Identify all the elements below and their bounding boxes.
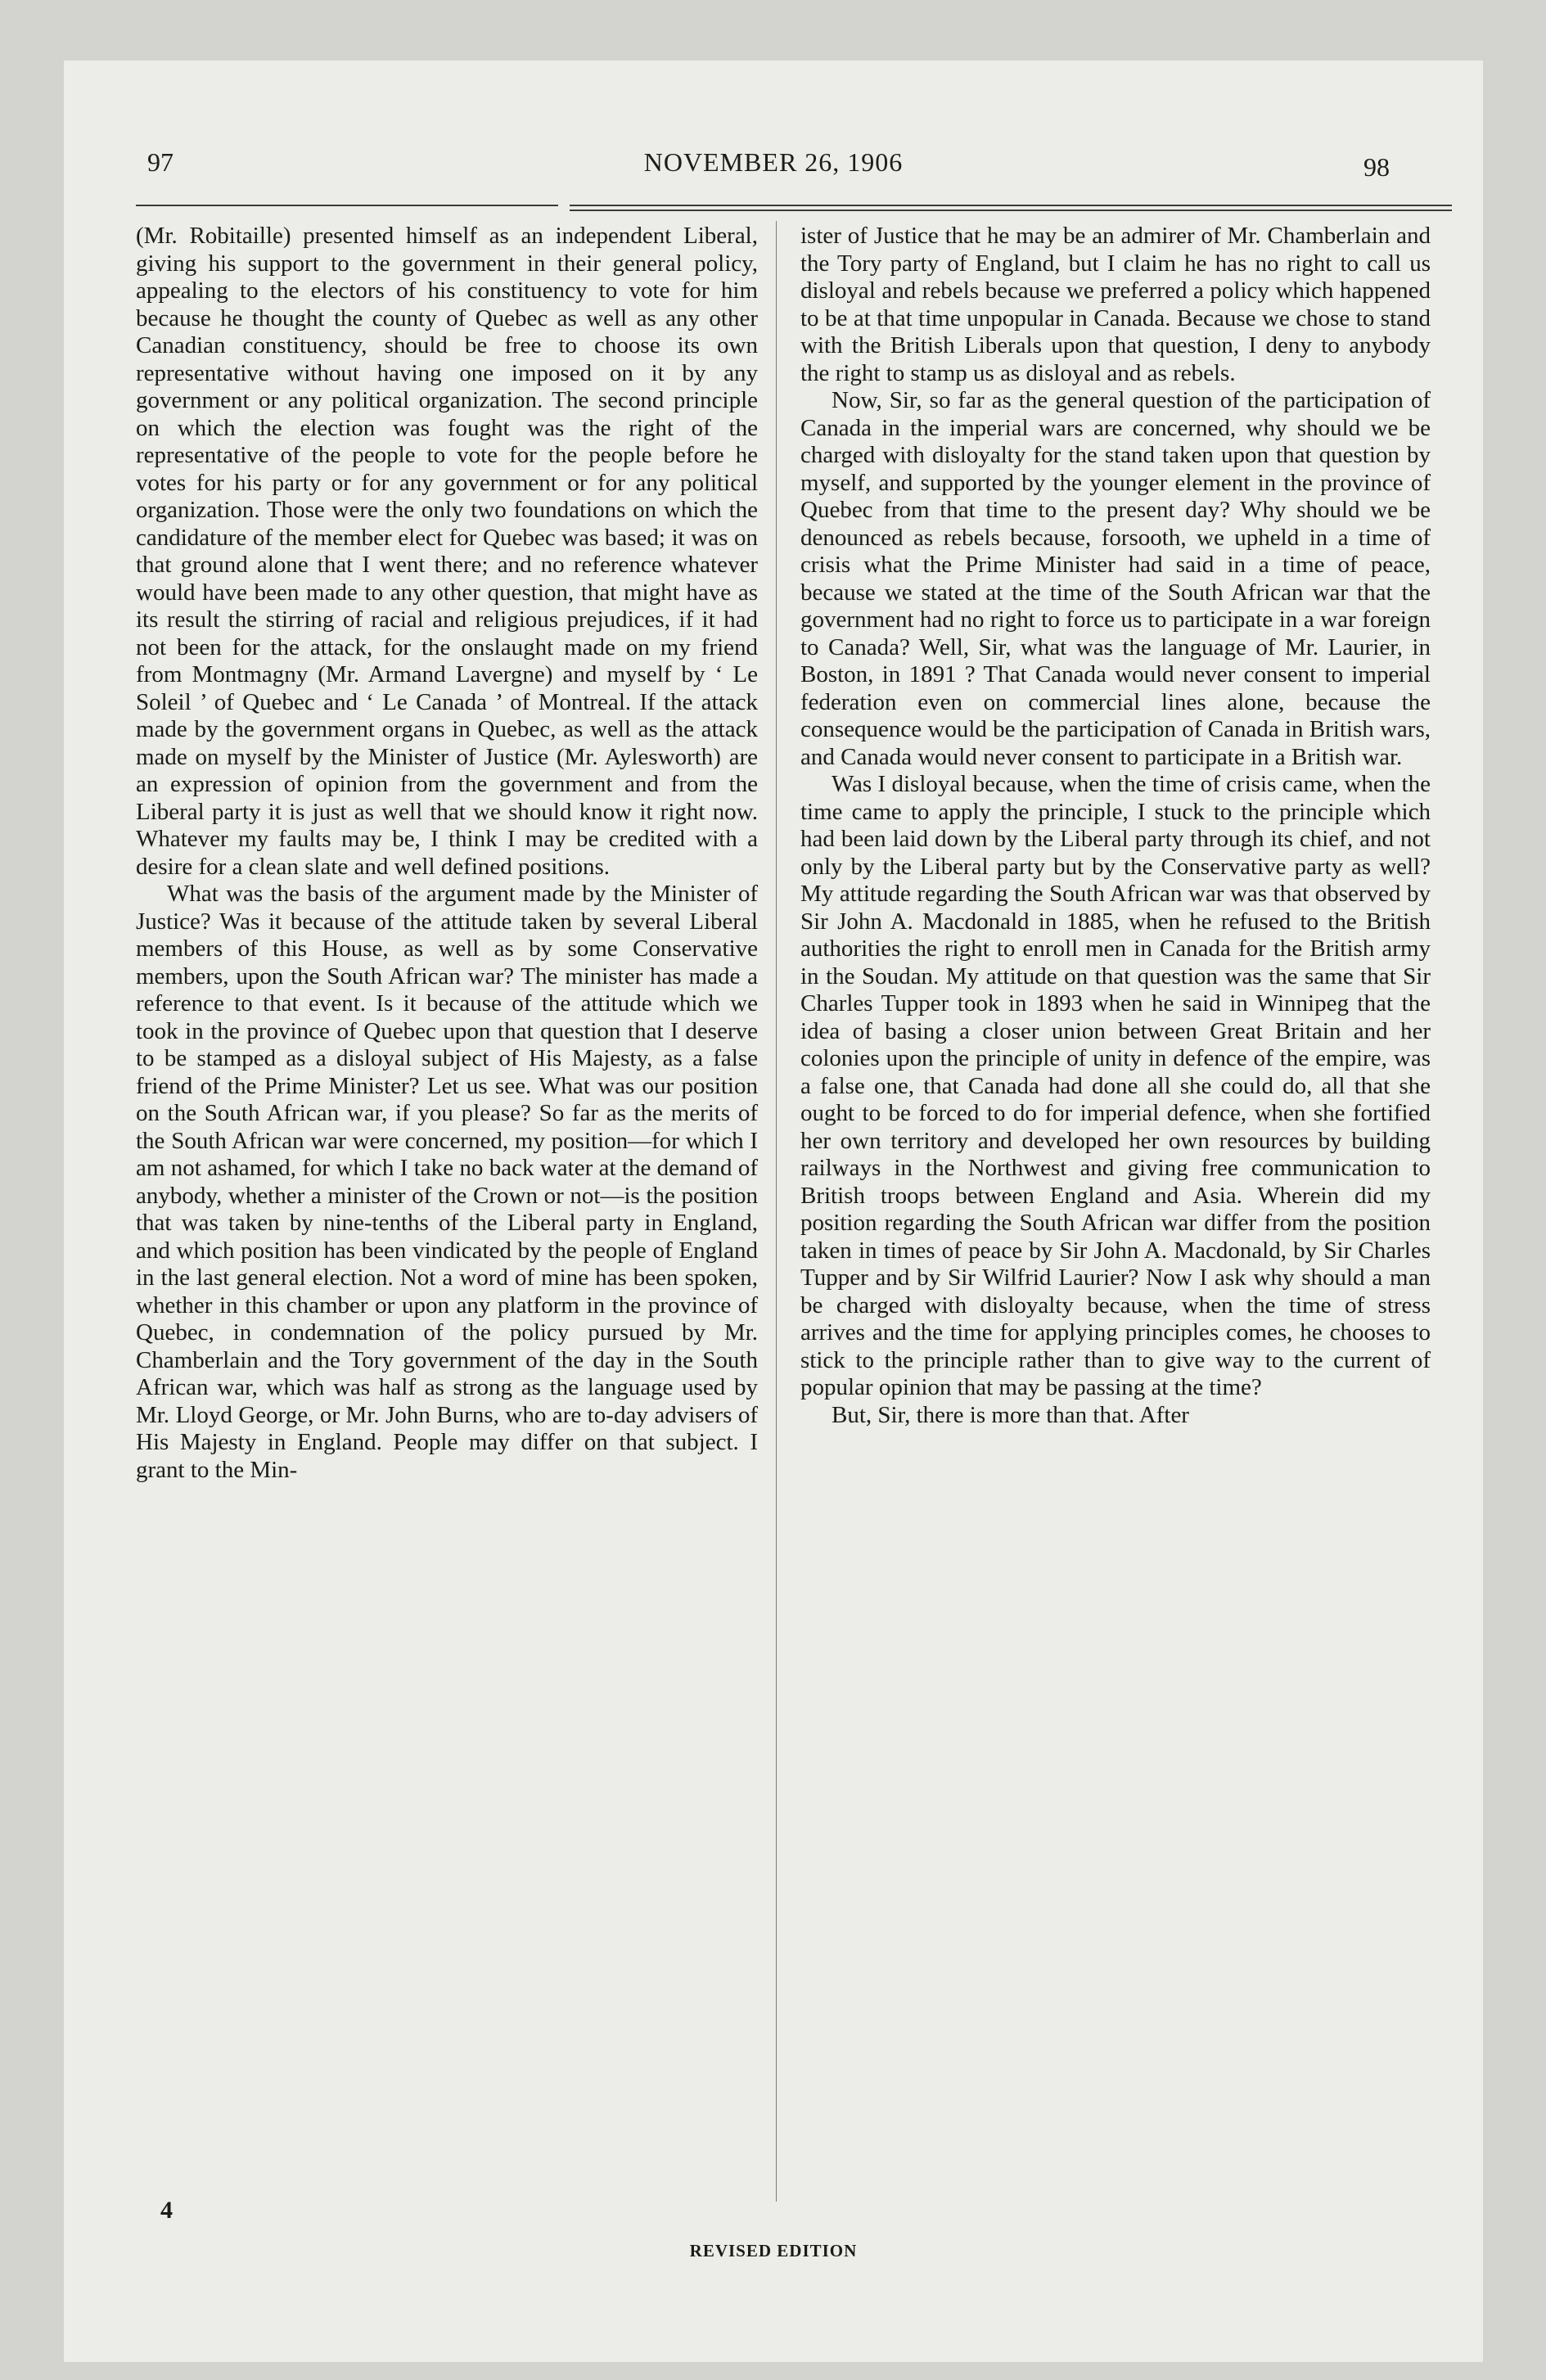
paragraph: Now, Sir, so far as the general question of the participation of Canada in the imperial wars are concerned, why should we be charged with disloyalty for the stand taken upon that question by myself, and supported by the younger element in the province of Quebec from that time to the present day? Why should we be denounced as rebels because, forsooth, we upheld in a time of crisis what the Prime Minister had said in a time of peace, because we stated at the time of the South African war that the government had no right to force us to participate in a war foreign to Canada? Well, Sir, what was the language of Mr. Laurier, in Boston, in 1891 ? That Canada would never consent to imperial federation even on commercial lines alone, because the consequence would be the participation of Canada in British wars, and Canada would never consent to participate in a British war.: [800, 387, 1431, 770]
page-footer: REVISED EDITION: [689, 2241, 858, 2261]
header-rule-right-double: [570, 210, 1452, 211]
paragraph: ister of Justice that he may be an admirer of Mr. Chamberlain and the Tory party of England, but I claim he has no right to call us disloyal and rebels because we preferred a policy which happened to be at that time unpopular in Canada. Because we chose to stand with the British Liberals upon that question, I deny to anybody the right to stamp us as disloyal and as rebels.: [800, 223, 1431, 386]
column-divider: [776, 221, 777, 2202]
page-number-left: 97: [147, 147, 174, 177]
page-header: [64, 147, 1483, 196]
paragraph: What was the basis of the argument made by the Minister of Justice? Was it because of the attitude taken by several Liberal members of this House, as well as by some Conservative members, upon the South African war? The minister has made a reference to that event. Is it because of the attitude which we took in the province of Quebec upon that question that I deserve to be stamped as a disloyal subject of His Majesty, as a false friend of the Prime Minister? Let us see. What was our position on the South African war, if you please? So far as the merits of the South African war were concerned, my position—for which I am not ashamed, for which I take no back water at the demand of anybody, whether a minister of the Crown or not—is the position that was taken by nine-tenths of the Liberal party in England, and which position has been vindicated by the people of England in the last general election. Not a word of mine has been spoken, whether in this chamber or upon any platform in the province of Quebec, in condemnation of the policy pursued by Mr. Chamberlain and the Tory government of the day in the South African war, which was half as strong as the language used by Mr. Lloyd George, or Mr. John Burns, who are to-day advisers of His Majesty in England. People may differ on that subject. I grant to the Min-: [136, 881, 758, 1483]
left-column: [136, 223, 758, 1484]
header-rule-right: [570, 205, 1452, 206]
signature-mark: 4: [160, 2197, 173, 2224]
paragraph: (Mr. Robitaille) presented himself as an independent Liberal, giving his support to the government in their general policy, appealing to the electors of his constituency to vote for him because he thought the county of Quebec as well as any other Canadian constituency, should be free to choose its own representative without having one imposed on it by any government or any political organization. The second principle on which the election was fought was the right of the representative of the people to vote for the people before he votes for his party or for any government or for any political organization. Those were the only two foundations on which the candidature of the member elect for Quebec was based; it was on that ground alone that I went there; and no reference whatever would have been made to any other question, that might have as its result the stirring of racial and religious prejudices, if it had not been for the attack, for the onslaught made on my friend from Montmagny (Mr. Armand Lavergne) and myself by ‘ Le Soleil ’ of Quebec and ‘ Le Canada ’ of Montreal. If the attack made by the government organs in Quebec, as well as the attack made on myself by the Minister of Justice (Mr. Aylesworth) are an expression of opinion from the government and from the Liberal party it is just as well that we should know it right now. Whatever my faults may be, I think I may be credited with a desire for a clean slate and well defined positions.: [136, 223, 758, 880]
document-page: [64, 61, 1483, 2362]
header-rule-left: [136, 205, 558, 206]
page-number-right: 98: [1363, 152, 1390, 182]
page-date: NOVEMBER 26, 1906: [643, 147, 904, 177]
right-column: [800, 223, 1431, 1429]
paragraph: Was I disloyal because, when the time of crisis came, when the time came to apply the principle, I stuck to the principle which had been laid down by the Liberal party through its chief, and not only by the Liberal party but by the Conservative party as well? My attitude regarding the South African war was that observed by Sir John A. Macdonald in 1885, when he refused to the British authorities the right to enroll men in Canada for the British army in the Soudan. My attitude on that question was the same that Sir Charles Tupper took in 1893 when he said in Winnipeg that the idea of basing a closer union between Great Britain and her colonies upon the principle of unity in defence of the empire, was a false one, that Canada had done all she could do, all that she ought to be forced to do for imperial defence, when she fortified her own territory and developed her own resources by building railways in the Northwest and giving free communication to British troops between England and Asia. Wherein did my position regarding the South African war differ from the position taken in times of peace by Sir John A. Macdonald, by Sir Charles Tupper and by Sir Wilfrid Laurier? Now I ask why should a man be charged with disloyalty because, when the time of stress arrives and the time for applying principles comes, he chooses to stick to the principle rather than to give way to the current of popular opinion that may be passing at the time?: [800, 771, 1431, 1400]
paragraph: But, Sir, there is more than that. After: [832, 1401, 1189, 1428]
